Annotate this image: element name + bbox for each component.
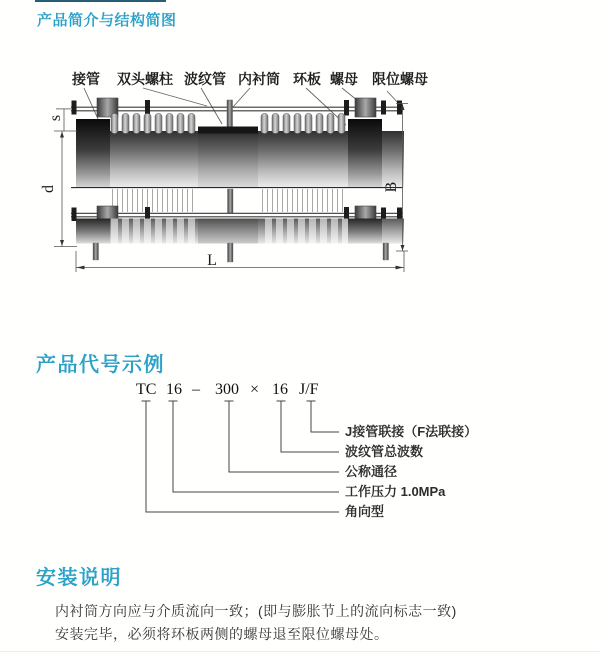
legend-wave-count: 波纹管总波数 [345, 444, 424, 459]
center-stud [227, 100, 233, 128]
dimension-s [47, 109, 71, 131]
dim-label-d: d [40, 185, 57, 193]
part-label-stud: 双头螺柱 [117, 71, 173, 87]
lower-studs [93, 243, 389, 262]
code-part-pressure: 16 [166, 381, 182, 398]
bellows-fins-right [261, 114, 345, 134]
inner-liner-band [198, 127, 258, 134]
code-example-diagram [0, 375, 600, 540]
bellows-fins-left [111, 114, 195, 134]
top-edge-fragment [35, 0, 166, 2]
legend-connection: J接管联接（F法联接） [345, 424, 478, 439]
right-pipe-end [348, 119, 382, 188]
section-title-install: 安装说明 [36, 567, 122, 589]
part-label-connecting-pipe: 接管 [72, 71, 100, 87]
body-lower [76, 219, 404, 244]
legend-nominal-diameter: 公称通径 [345, 464, 398, 479]
install-note-line2: 安装完毕，必须将环板两侧的螺母退至限位螺母处。 [55, 626, 389, 642]
dim-label-L: L [207, 252, 217, 269]
code-part-connection: J/F [299, 381, 319, 398]
code-part-dash: – [192, 381, 200, 398]
code-part-waves: 16 [272, 381, 288, 398]
part-label-limit-nut: 限位螺母 [372, 71, 428, 87]
dimension-d [40, 131, 77, 247]
code-connector-lines [0, 375, 600, 540]
left-pipe-end [76, 119, 110, 188]
code-part-type: TC [136, 381, 157, 398]
code-part-diameter: 300 [215, 381, 239, 398]
legend-angular-type: 角向型 [345, 504, 385, 519]
part-label-liner: 内衬筒 [238, 71, 280, 87]
section-title-code: 产品代号示例 [36, 354, 165, 376]
part-label-ring-plate: 环板 [293, 71, 321, 87]
part-labels [71, 71, 428, 87]
legend-working-pressure: 工作压力 1.0MPa [345, 484, 446, 499]
section-title-intro: 产品简介与结构简图 [37, 12, 177, 29]
dimension-L [76, 251, 404, 272]
code-part-times: × [250, 381, 260, 398]
dim-label-s: s [47, 114, 64, 122]
install-note-line1: 内衬筒方向应与介质流向一致；(即与膨胀节上的流向标志一致) [55, 603, 457, 619]
part-label-bellows: 波纹管 [184, 71, 226, 87]
structure-diagram [0, 55, 600, 335]
part-label-nut: 螺母 [330, 71, 358, 87]
dim-label-B: B [383, 181, 400, 193]
